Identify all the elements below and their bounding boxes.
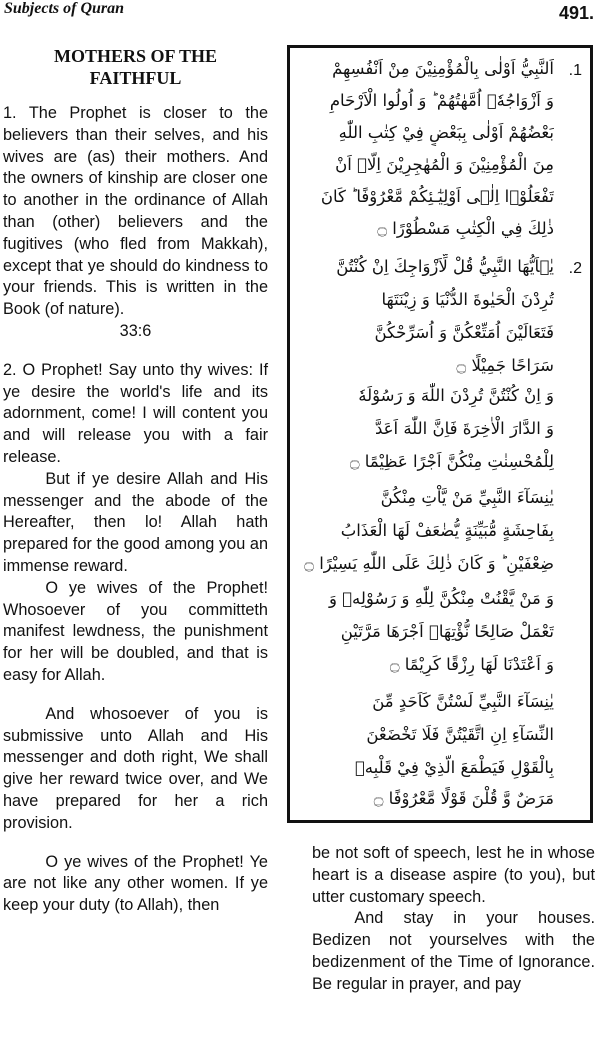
verse-6-translation: O ye wives of the Prophet! Ye are not like any other women. If ye keep your duty (to Allah), then (3, 852, 268, 915)
running-title: Subjects of Quran (4, 0, 125, 17)
arabic-line: وَ اَعْتَدْنَا لَهَا رِزْقًا كَرِيْمًا ۝ (389, 655, 554, 674)
arabic-line: وَ اَزْوَاجُهٗۤ اُمَّهٰتُهُمْ ؕ وَ اُولُوا الْاَرْحَامِ (329, 91, 554, 110)
arabic-line: وَ اِنْ كُنْتُنَّ تُرِدْنَ اللّٰهَ وَ رَسُوْلَهٗ (358, 386, 554, 405)
verse-6-continuation: be not soft of speech, lest he in whose heart is a disease aspire (to you), but utter customary speech. (312, 844, 595, 906)
arabic-line: وَ الدَّارَ الْاٰخِرَةَ فَاِنَّ اللّٰهَ اَعَدَّ (374, 419, 554, 438)
verse-7-translation: And stay in your houses. Bedizen not yourselves with the bedizenment of the Time of Ignorance. Be regular in prayer, and pay (312, 909, 595, 993)
arabic-line: تَفْعَلُوْۤا اِلٰۤى اَوْلِيٰٓـئِكُمْ مَّعْرُوْفًا ؕ كَانَ (320, 187, 554, 206)
arabic-line: وَ مَنْ يَّقْنُتْ مِنْكُنَّ لِلّٰهِ وَ رَسُوْلِهٖ وَ (328, 589, 554, 608)
arabic-text-box (287, 45, 593, 823)
arabic-line: بِفَاحِشَةٍ مُّبَيِّنَةٍ يُّضٰعَفْ لَهَا الْعَذَابُ (340, 521, 554, 540)
arabic-line: يٰنِسَآءَ النَّبِيِّ لَسْتُنَّ كَاَحَدٍ مِّنَ (372, 692, 554, 711)
arabic-line: لِلْمُحْسِنٰتِ مِنْكُنَّ اَجْرًا عَظِيْمًا ۝ (349, 452, 554, 471)
page-number: 491. (558, 3, 594, 23)
verse-2-translation: 2. O Prophet! Say unto thy wives: If ye desire the world's life and its adornment, come! I will content you and will release you with a fair release. (3, 360, 268, 466)
arabic-line: سَرَاحًا جَمِيْلًا ۝ (456, 356, 554, 375)
arabic-line: ذٰلِكَ فِي الْكِتٰبِ مَسْطُوْرًا ۝ (377, 219, 554, 238)
section-title-line-2: FAITHFUL (89, 68, 182, 88)
section-title (3, 45, 268, 89)
section-title-line-1: MOTHERS OF THE (53, 46, 218, 66)
verse-1-reference: 33:6 (119, 321, 152, 340)
right-column (312, 843, 595, 996)
verse-5-translation: And whosoever of you is submissive unto Allah and His messenger and doth right, We shall give her reward twice over, and We have prepared for her a rich provision. (3, 704, 268, 832)
arabic-line: بَعْضُهُمْ اَوْلٰى بِبَعْضٍ فِيْ كِتٰبِ اللّٰهِ (338, 123, 554, 142)
arabic-line: النِّسَآءِ اِنِ اتَّقَيْتُنَّ فَلَا تَخْضَعْنَ (366, 725, 554, 744)
arabic-line: مَرَضٌ وَّ قُلْنَ قَوْلًا مَّعْرُوْفًا ۝ (373, 789, 554, 808)
arabic-verse-1-number: .1 (568, 62, 582, 79)
verse-4-translation: O ye wives of the Prophet! Whosoever of you committeth manifest lewdness, the punishment for her will be doubled, and that is easy for Allah. (3, 578, 268, 684)
arabic-line: يٰۤاَيُّهَا النَّبِيُّ قُلْ لِّاَزْوَاجِكَ اِنْ كُنْتُنَّ (336, 257, 554, 276)
arabic-line: تَعْمَلْ صَالِحًا نُّؤْتِهَاۤ اَجْرَهَا مَرَّتَيْنِ (340, 622, 554, 641)
arabic-line: ضِعْفَيْنِ ؕ وَ كَانَ ذٰلِكَ عَلَى اللّٰهِ يَسِيْرًا ۝ (304, 554, 554, 573)
arabic-line: اَلنَّبِيُّ اَوْلٰى بِالْمُؤْمِنِيْنَ مِنْ اَنْفُسِهِمْ (332, 59, 554, 78)
arabic-line: يٰنِسَآءَ النَّبِيِّ مَنْ يَّاْتِ مِنْكُنَّ (380, 488, 554, 507)
verse-3-translation: But if ye desire Allah and His messenger and the abode of the Hereafter, then lo! Allah hath prepared for the good among you an immense reward. (3, 469, 268, 575)
verse-1-translation: 1. The Prophet is closer to the believers than their selves, and his wives are (as) their mothers. And the owners of kinship are closer one to another in the ordinance of Allah than (other) believers and the fugitives (who fled from Makkah), except that ye should do kindness to your friends. This is written in the Book (of nature). (3, 104, 268, 319)
arabic-line: مِنَ الْمُؤْمِنِيْنَ وَ الْمُهٰجِرِيْنَ اِلَّاۤ اَنْ (335, 155, 554, 174)
arabic-line: تُرِدْنَ الْحَيٰوةَ الدُّنْيَا وَ زِيْنَتَهَا (381, 290, 554, 309)
left-column (3, 45, 268, 917)
arabic-verse-2-number: .2 (568, 260, 582, 277)
arabic-line: بِالْقَوْلِ فَيَطْمَعَ الَّذِيْ فِيْ قَلْبِهٖ (354, 758, 554, 777)
arabic-line: فَتَعَالَيْنَ اُمَتِّعْكُنَّ وَ اُسَرِّحْكُنَّ (374, 323, 554, 342)
